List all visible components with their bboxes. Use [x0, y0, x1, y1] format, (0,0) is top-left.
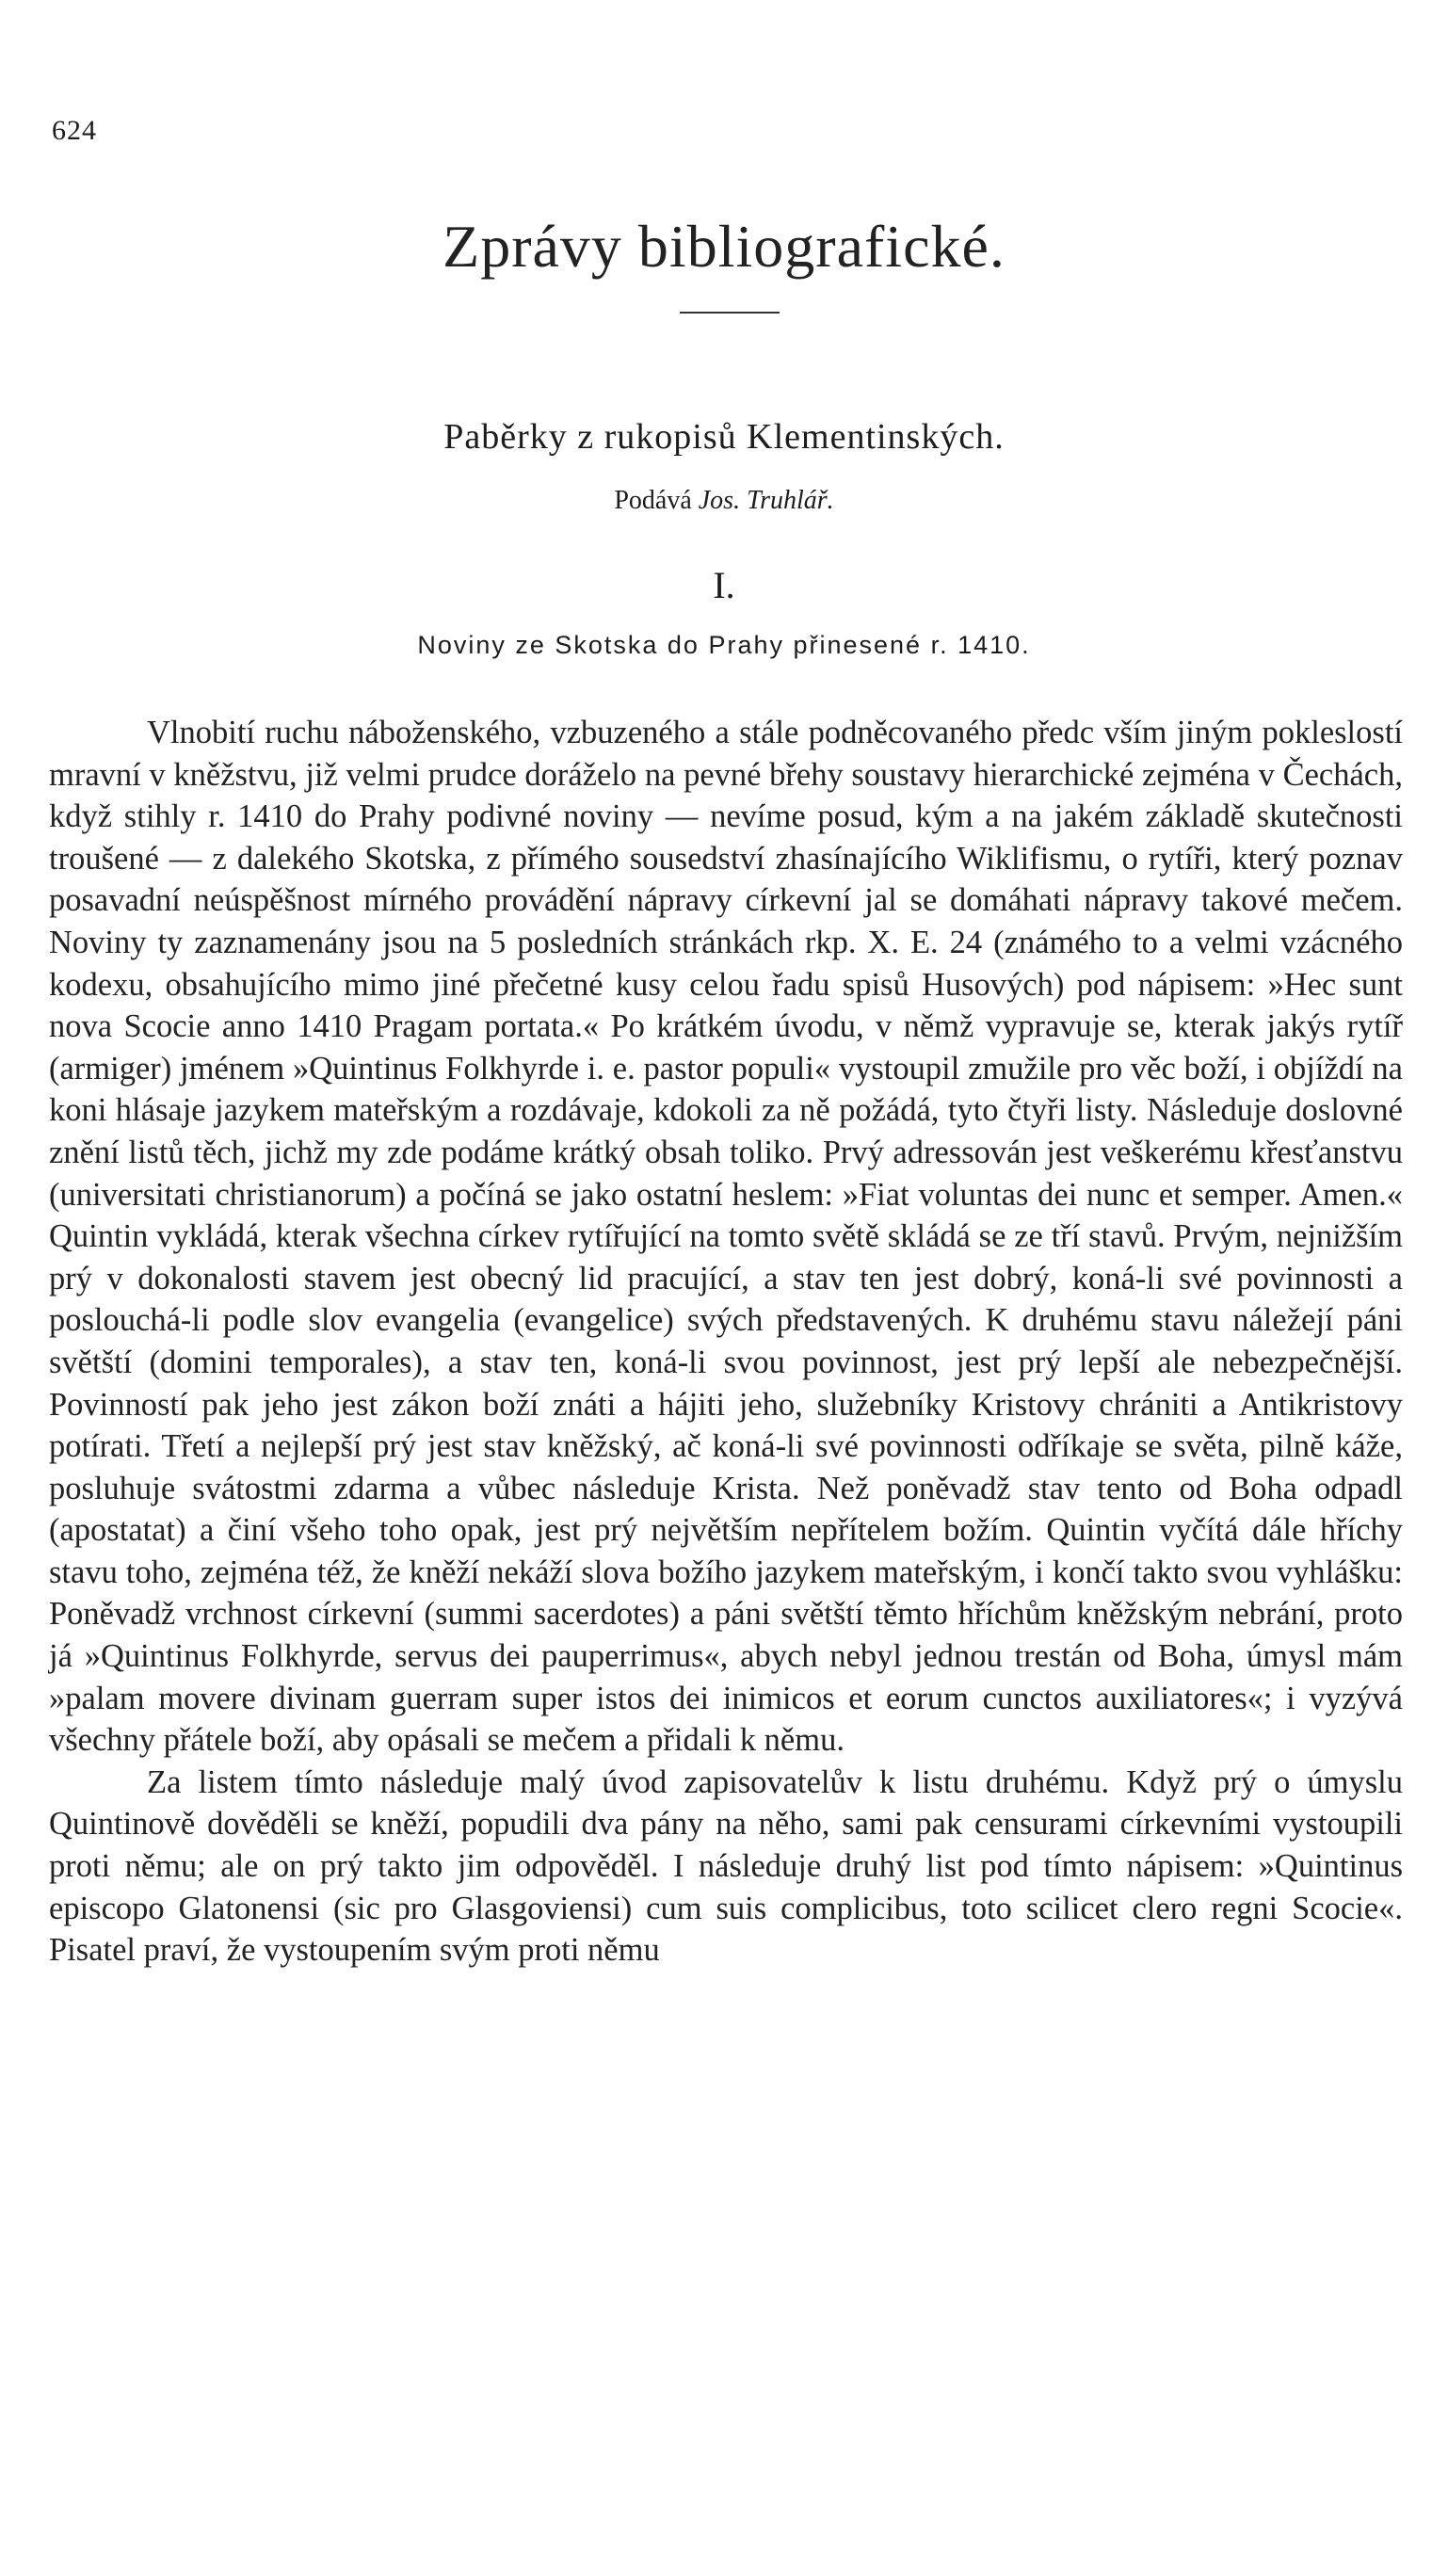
body-text — [49, 712, 1403, 1972]
byline — [0, 486, 1448, 516]
title-divider — [680, 312, 780, 314]
article-title: Paběrky z rukopisů Klementinských. — [443, 417, 1005, 457]
byline-prefix: Podává — [614, 486, 692, 515]
paragraph-2: Za listem tímto následuje malý úvod zapisovatelův k listu druhému. Když prý o úmyslu Quintinově dověděli se kněží, popudili dva pány na něho, sami pak censurami církevními vystoupili proti němu; ale on prý takto jim odpověděl. I následuje druhý list pod tímto nápisem: »Quintinus episcopo Glatonensi (sic pro Glasgoviensi) cum suis complicibus, toto scilicet clero regni Scocie«. Pisatel praví, že vystoupením svým proti němu — [49, 1763, 1403, 1969]
part-number: I. — [713, 564, 735, 606]
section-title: Zprávy bibliografické. — [442, 213, 1006, 280]
subheading: Noviny ze Skotska do Prahy přinesené r. 1410. — [417, 631, 1031, 659]
paragraph-1: Vlnobití ruchu náboženského, vzbuzeného a stále podněcovaného předc vším jiným pokleslostí mravní v kněžstvu, již velmi prudce doráželo na pevné břehy soustavy hierarchické zejména v Čechách, když stihly r. 1410 do Prahy podivné noviny — nevíme posud, kým a na jakém základě skutečnosti troušené — z dalekého Skotska, z přímého sousedství zhasínajícího Wiklifismu, o rytíři, který poznav posavadní neúspěšnost mírného provádění nápravy církevní jal se domáhati nápravy takové mečem. Noviny ty zaznamenány jsou na 5 posledních stránkách rkp. X. E. 24 (známého to a velmi vzácného kodexu, obsahujícího mimo jiné přečetné kusy celou řadu spisů Husových) pod nápisem: »Hec sunt nova Scocie anno 1410 Pragam portata.« Po krátkém úvodu, v němž vypravuje se, kterak jakýs rytíř (armiger) jménem »Quintinus Folkhyrde i. e. pastor populi« vystoupil zmužile pro věc boží, i objíždí na koni hlásaje jazykem mateřským a rozdávaje, kdokoli za ně požádá, tyto čtyři listy. Následuje doslovné znění listů těch, jichž my zde podáme krátký obsah toliko. Prvý adressován jest veškerému křesťanstvu (universitati christianorum) a počíná se jako ostatní heslem: »Fiat voluntas dei nunc et semper. Amen.« Quintin vykládá, kterak všechna církev rytířující na tomto světě skládá se ze tří stavů. Prvým, nejnižším prý v dokonalosti stavem jest obecný lid pracující, a stav ten jest dobrý, koná-li své povinnosti a poslouchá-li podle slov evangelia (evangelice) svých představených. K druhému stavu náležejí páni světští (domini temporales), a stav ten, koná-li svou povinnost, jest prý lepší ale nebezpečnější. Povinností pak jeho jest zákon boží znáti a hájiti jeho, služebníky Kristovy chrániti a Antikristovy potírati. Třetí a nejlepší prý jest stav kněžský, ač koná-li své povinnosti odříkaje se světa, pilně káže, posluhuje svátostmi zdarma a vůbec následuje Krista. Než poněvadž stav tento od Boha odpadl (apostatat) a činí všeho toho opak, jest prý největším nepřítelem božím. Quintin vyčítá dále hříchy stavu toho, zejména též, že kněží nekáží slova božího jazykem mateřským, i končí takto svou vyhlášku: Poněvadž vrchnost církevní (summi sacerdotes) a páni světští těmto hříchům kněžským nebrání, proto já »Quintinus Folkhyrde, servus dei pauperrimus«, abych nebyl jednou trestán od Boha, úmysl mám »palam movere divinam guerram super istos dei inimicos et eorum cunctos auxiliatores«; i vyzývá všechny přátele boží, aby opásali se mečem a přidali k němu. — [49, 715, 1403, 1759]
page-number: 624 — [52, 115, 97, 146]
byline-author: Jos. Truhlář. — [698, 486, 834, 515]
